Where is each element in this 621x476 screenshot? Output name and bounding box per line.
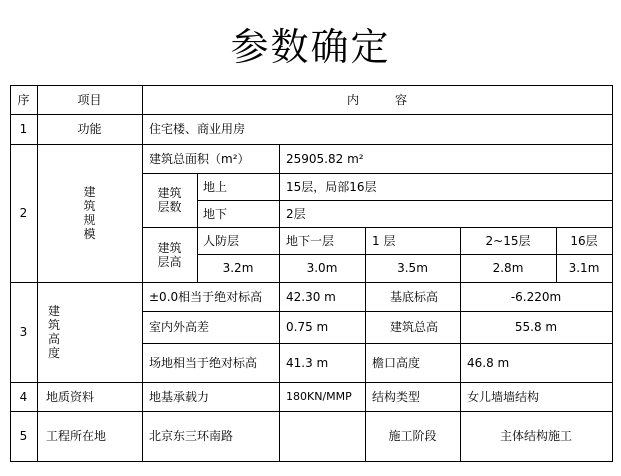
construction-stage-label: 施工阶段 — [388, 429, 437, 443]
row5-seq: 5 — [19, 429, 28, 443]
page-title: 参数确定 — [230, 25, 391, 69]
foundation-elevation-label: 基底标高 — [390, 289, 439, 304]
total-area-value: 25905.82 m² — [286, 151, 364, 166]
row5-item: 工程所在地 — [46, 429, 107, 443]
floors-label: 建筑 层数 — [157, 186, 182, 214]
total-area-label: 建筑总面积（m²） — [149, 151, 250, 166]
foundation-elevation-value: -6.220m — [510, 289, 562, 304]
structure-type-label: 结构类型 — [372, 389, 421, 404]
bearing-capacity-label: 地基承载力 — [149, 389, 210, 404]
row3-seq: 3 — [19, 325, 28, 339]
row1-content: 住宅楼、商业用房 — [149, 122, 246, 136]
floor1-label: 1 层 — [372, 233, 396, 248]
row4-item: 地质资料 — [46, 389, 95, 404]
eave-height-label: 檐口高度 — [372, 355, 421, 370]
table-border-right — [612, 85, 613, 462]
indoor-outdoor-value: 0.75 m — [286, 320, 329, 334]
row1-seq: 1 — [19, 122, 28, 136]
floor1-value: 3.5m — [397, 261, 428, 275]
storey-height-label: 建筑 层高 — [157, 240, 182, 269]
row2-item: 建 筑 规 模 — [83, 185, 96, 241]
total-height-label: 建筑总高 — [390, 320, 439, 334]
total-height-value: 55.8 m — [514, 320, 558, 334]
below-ground-label: 地下 — [203, 206, 228, 221]
row4-seq: 4 — [19, 389, 28, 404]
row2-seq: 2 — [19, 206, 28, 220]
header-content: 内 容 — [346, 92, 407, 107]
table-border-bottom — [10, 461, 612, 462]
zero-elevation-label: ±0.0相当于绝对标高 — [149, 289, 263, 304]
floor16-label: 16层 — [570, 233, 598, 248]
above-ground-label: 地上 — [203, 179, 228, 194]
row1-item: 功能 — [77, 122, 102, 136]
column-divider — [279, 144, 280, 462]
eave-height-value: 46.8 m — [467, 355, 510, 370]
basement1-value: 3.0m — [306, 261, 338, 275]
above-ground-value: 15层，局部16层 — [286, 179, 377, 194]
header-seq: 序 — [17, 92, 30, 107]
below-ground-value: 2层 — [286, 206, 306, 221]
civil-defense-value: 3.2m — [222, 261, 254, 275]
floor2-15-label: 2~15层 — [485, 233, 531, 248]
header-item: 项目 — [77, 92, 102, 107]
structure-type-value: 女儿墙墙结构 — [467, 389, 540, 404]
bearing-capacity-value: 180KN/MMP — [286, 389, 352, 403]
site-elevation-value: 41.3 m — [286, 355, 329, 370]
indoor-outdoor-label: 室内外高差 — [149, 320, 210, 334]
row3-item: 建 筑 高 度 — [47, 304, 60, 360]
floor16-value: 3.1m — [568, 261, 600, 275]
project-location-value: 北京东三环南路 — [149, 429, 234, 443]
civil-defense-label: 人防层 — [203, 233, 240, 248]
basement1-label: 地下一层 — [286, 233, 335, 248]
floor2-15-value: 2.8m — [492, 261, 524, 275]
zero-elevation-value: 42.30 m — [286, 289, 336, 304]
construction-stage-value: 主体结构施工 — [499, 429, 572, 443]
site-elevation-label: 场地相当于绝对标高 — [149, 355, 258, 370]
